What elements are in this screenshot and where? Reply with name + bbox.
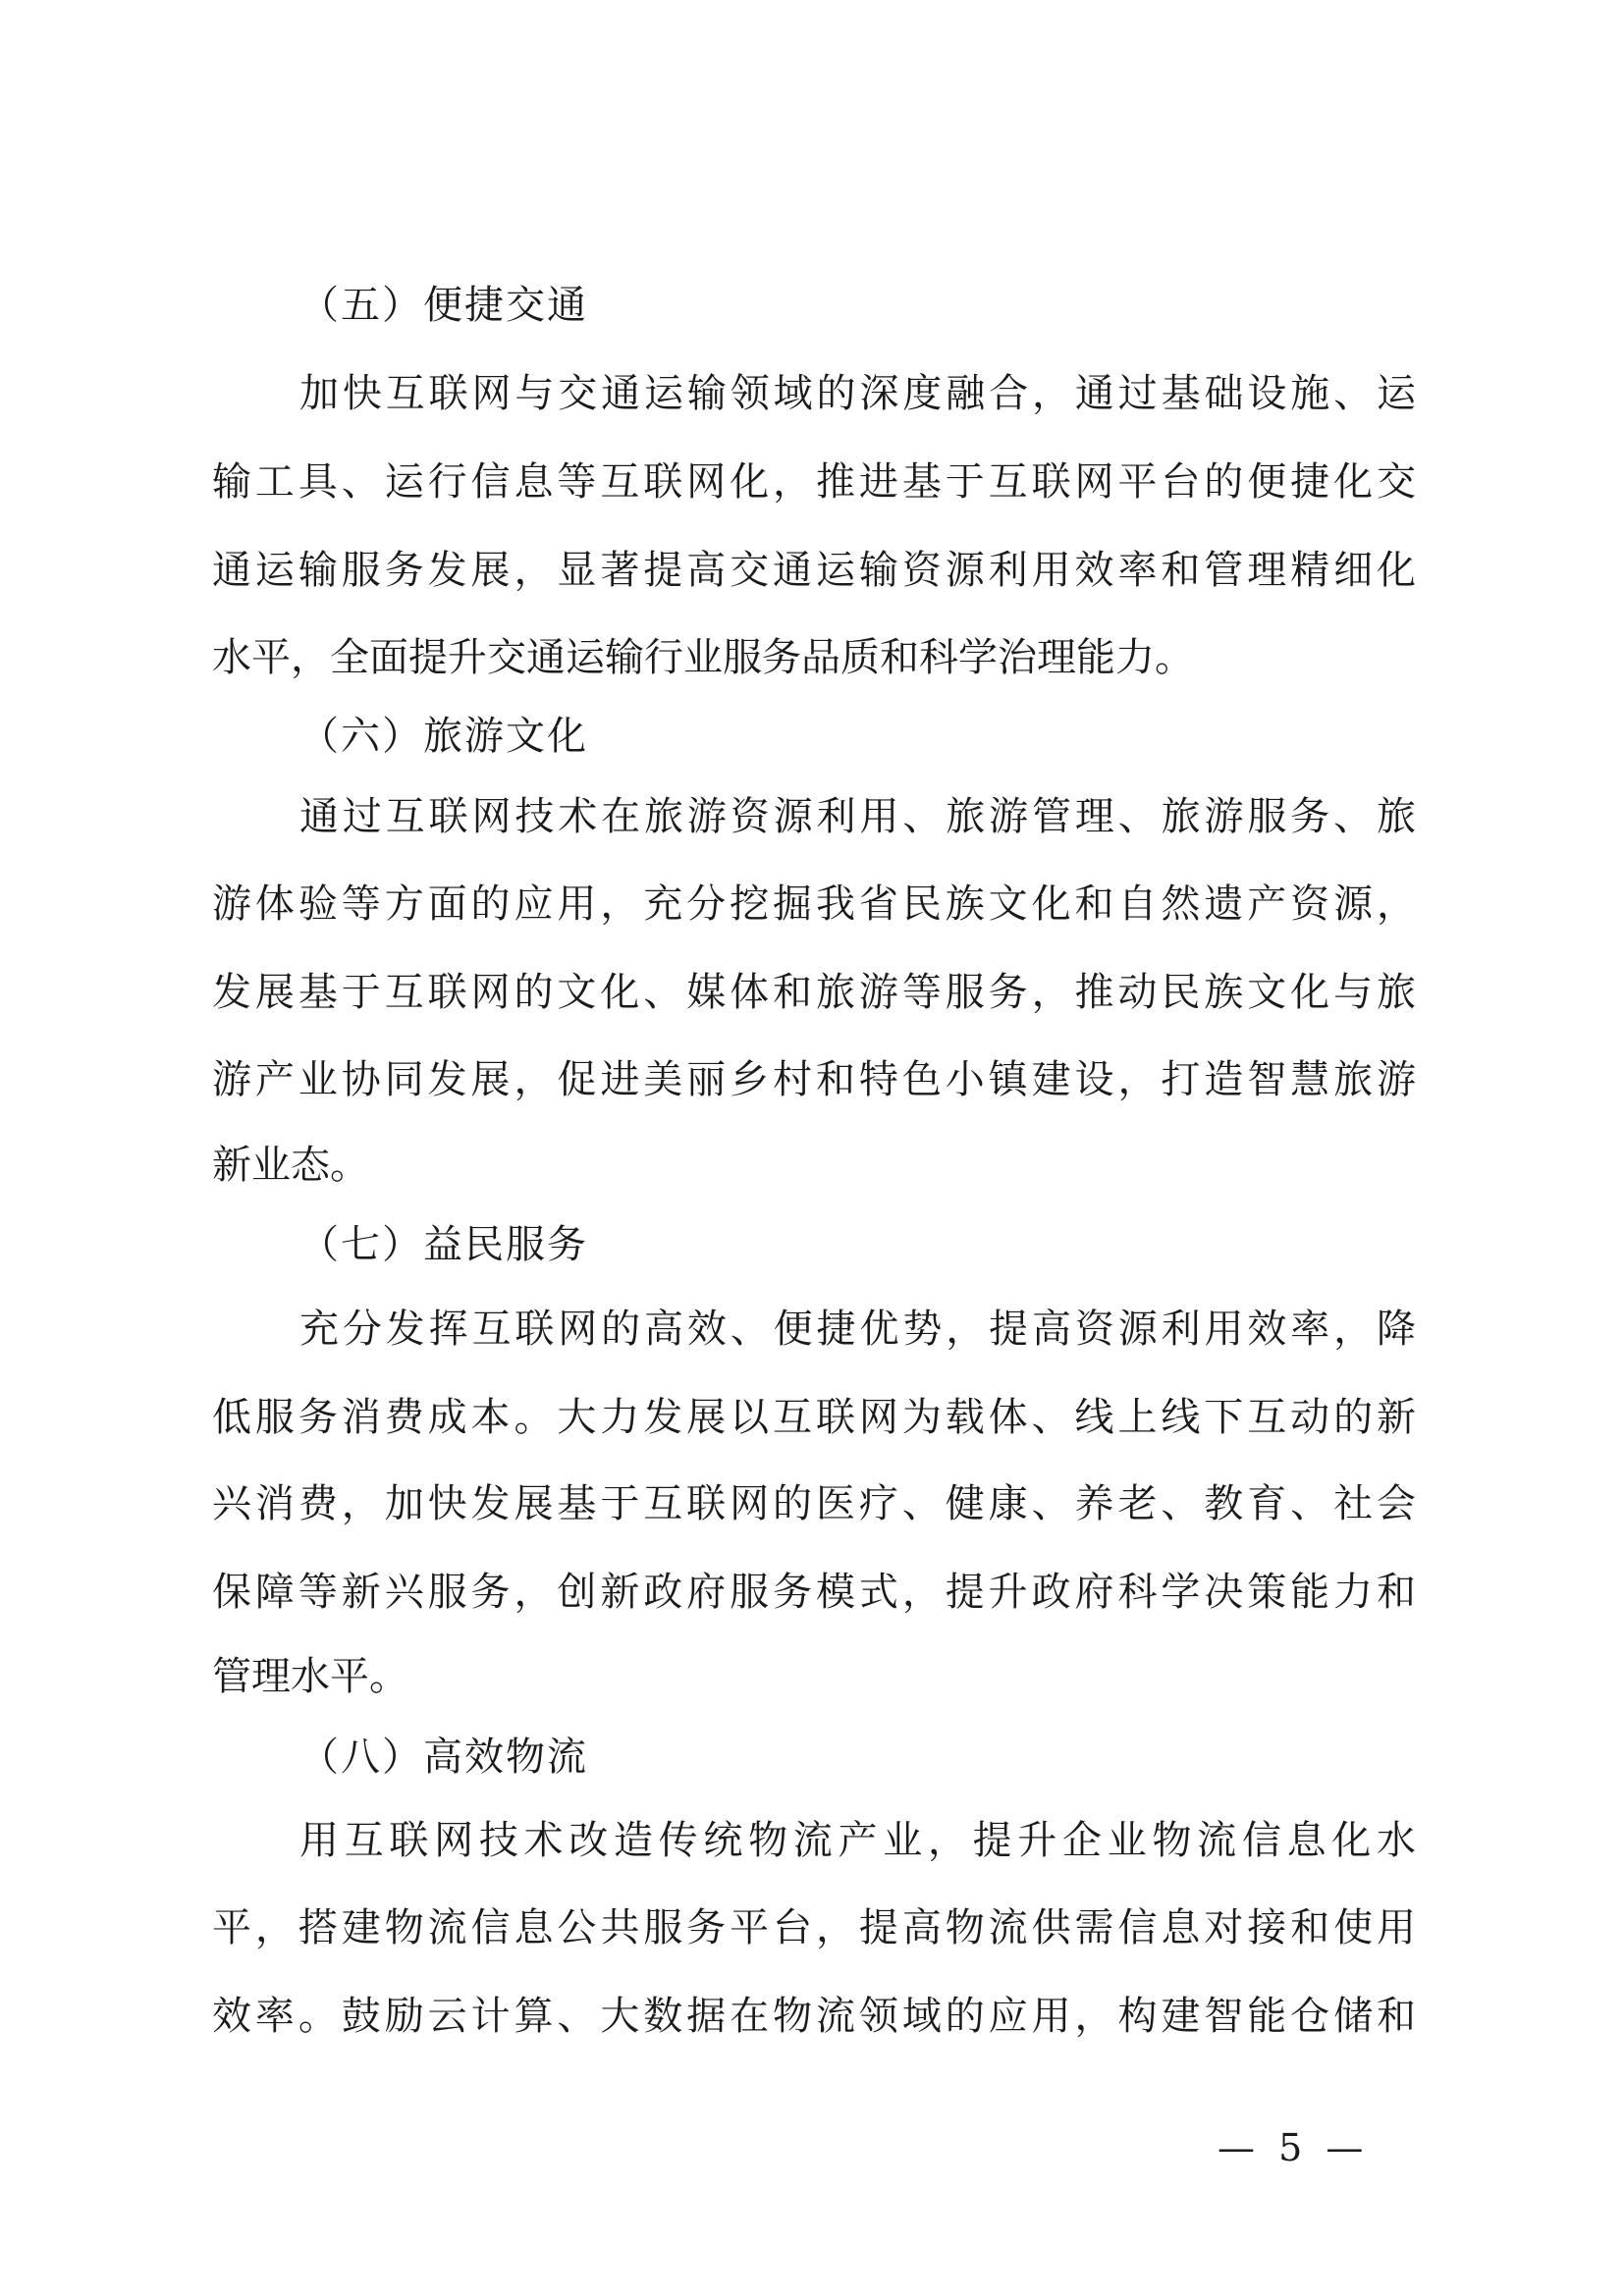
paragraph-line: 输工具、运行信息等互联网化，推进基于互联网平台的便捷化交: [212, 459, 1416, 505]
paragraph-line: 效率。鼓励云计算、大数据在物流领域的应用，构建智能仓储和: [212, 1994, 1416, 2039]
section-heading-5: （五）便捷交通: [299, 283, 588, 328]
paragraph-line: 管理水平。: [212, 1654, 408, 1699]
paragraph-line: 游体验等方面的应用，充分挖掘我省民族文化和自然遗产资源，: [212, 881, 1416, 927]
paragraph-line: 保障等新兴服务，创新政府服务模式，提升政府科学决策能力和: [212, 1570, 1416, 1615]
paragraph-line: 平，搭建物流信息公共服务平台，提高物流供需信息对接和使用: [212, 1905, 1416, 1950]
paragraph-line: 发展基于互联网的文化、媒体和旅游等服务，推动民族文化与旅: [212, 970, 1416, 1015]
paragraph-line: 新业态。: [212, 1143, 369, 1188]
paragraph-line: 低服务消费成本。大力发展以互联网为载体、线上线下互动的新: [212, 1395, 1416, 1440]
paragraph-line: 用互联网技术改造传统物流产业，提升企业物流信息化水: [299, 1818, 1416, 1863]
paragraph-line: 水平，全面提升交通运输行业服务品质和科学治理能力。: [212, 635, 1194, 680]
paragraph-line: 加快互联网与交通运输领域的深度融合，通过基础设施、运: [299, 371, 1416, 416]
page-number: — 5 —: [1218, 2126, 1370, 2169]
paragraph-line: 充分发挥互联网的高效、便捷优势，提高资源利用效率，降: [299, 1307, 1416, 1352]
section-heading-6: （六）旅游文化: [299, 714, 588, 759]
paragraph-line: 通过互联网技术在旅游资源利用、旅游管理、旅游服务、旅: [299, 794, 1416, 839]
paragraph-line: 通运输服务发展，显著提高交通运输资源利用效率和管理精细化: [212, 548, 1416, 593]
paragraph-line: 游产业协同发展，促进美丽乡村和特色小镇建设，打造智慧旅游: [212, 1057, 1416, 1102]
section-heading-7: （七）益民服务: [299, 1222, 588, 1267]
paragraph-line: 兴消费，加快发展基于互联网的医疗、健康、养老、教育、社会: [212, 1481, 1416, 1526]
section-heading-8: （八）高效物流: [299, 1735, 588, 1780]
